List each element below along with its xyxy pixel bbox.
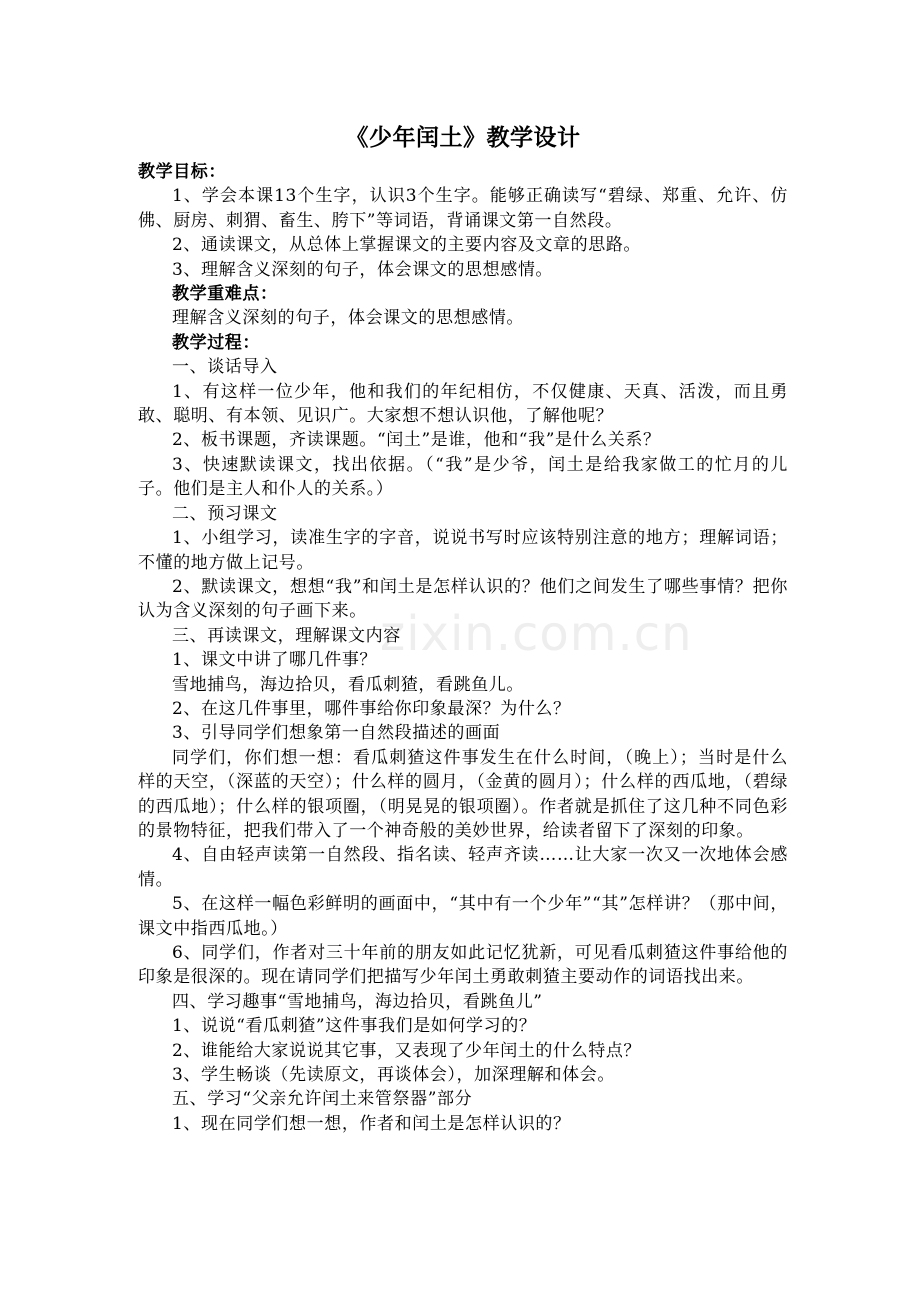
paragraph: 1、有这样一位少年，他和我们的年纪相仿，不仅健康、天真、活泼，而且勇敢、聪明、有本领、见识广。大家想不想认识他，了解他呢？ — [138, 381, 788, 427]
subheading: 一、谈话导入 — [172, 357, 278, 378]
paragraph: 1、学会本课13个生字，认识3个生字。能够正确读写“碧绿、郑重、允许、仿佛、厨房、刺猬、畜生、胯下”等词语，背诵课文第一自然段。 — [138, 186, 788, 231]
paragraph: 3、引导同学们想象第一自然段描述的画面 — [172, 723, 501, 744]
paragraph: 1、现在同学们想一想，作者和闰土是怎样认识的？ — [172, 1113, 571, 1134]
paragraph: 2、通读课文，从总体上掌握课文的主要内容及文章的思路。 — [172, 235, 642, 256]
paragraph: 3、理解含义深刻的句子，体会课文的思想感情。 — [172, 259, 554, 280]
subheading: 二、预习课文 — [172, 503, 278, 524]
subheading: 五、学习“父亲允许闰土来管祭器”部分 — [172, 1089, 473, 1110]
subheading: 三、再读课文，理解课文内容 — [172, 625, 401, 646]
paragraph: 1、课文中讲了哪几件事？ — [172, 650, 378, 671]
paragraph: 2、默读课文，想想“我”和闰土是怎样认识的？他们之间发生了哪些事情？把你认为含义深刻的句子画下来。 — [138, 576, 788, 622]
paragraph: 理解含义深刻的句子，体会课文的思想感情。 — [172, 308, 524, 329]
section-heading-objectives: 教学目标： — [138, 162, 226, 182]
paragraph: 2、在这几件事里，哪件事给你印象最深？为什么？ — [172, 698, 571, 719]
paragraph: 2、谁能给大家说说其它事，又表现了少年闰土的什么特点？ — [172, 1040, 642, 1061]
paragraph: 3、学生畅谈（先读原文，再谈体会），加深理解和体会。 — [172, 1065, 615, 1086]
paragraph: 1、小组学习，读准生字的字音，说说书写时应该特别注意的地方；理解词语；不懂的地方做上记号。 — [138, 528, 788, 573]
document-title: 《少年闰土》教学设计 — [345, 124, 581, 151]
paragraph: 3、快速默读课文，找出依据。（“我”是少爷，闰土是给我家做工的忙月的儿子。他们是主人和仆人的关系。） — [138, 454, 788, 500]
paragraph: 雪地捕鸟，海边拾贝，看瓜刺猹，看跳鱼儿。 — [172, 674, 524, 695]
document-body — [138, 122, 788, 1136]
section-heading-process: 教学过程： — [172, 332, 260, 353]
paragraph: 4、自由轻声读第一自然段、指名读、轻声齐读……让大家一次又一次地体会感情。 — [138, 845, 788, 890]
paragraph: 2、板书课题，齐读课题。“闰土”是谁，他和“我”是什么关系？ — [172, 430, 661, 451]
subheading: 四、学习趣事“雪地捕鸟，海边拾贝，看跳鱼儿” — [172, 991, 543, 1012]
paragraph: 6、同学们，作者对三十年前的朋友如此记忆犹新，可见看瓜刺猹这件事给他的印象是很深的。现在请同学们把描写少年闰土勇敢刺猹主要动作的词语找出来。 — [138, 943, 788, 988]
paragraph: 5、在这样一幅色彩鲜明的画面中，“其中有一个少年”“其”怎样讲？（那中间，课文中指西瓜地。） — [138, 894, 788, 939]
paragraph: 1、说说“看瓜刺猹”这件事我们是如何学习的？ — [172, 1016, 537, 1037]
paragraph: 同学们，你们想一想：看瓜刺猹这件事发生在什么时间，（晚上）；当时是什么样的天空，（深蓝的天空）；什么样的圆月，（金黄的圆月）；什么样的西瓜地，（碧绿的西瓜地）；什么样的银项圈，（明晃晃的银项圈）。作者就是抓住了这几种不同色彩的景物特征，把我们带入了一个神奇般的美妙世界，给读者留下了深刻的印象。 — [138, 747, 788, 841]
watermark: zixin.com.cn — [380, 606, 693, 662]
section-heading-key-points: 教学重难点： — [172, 284, 278, 305]
